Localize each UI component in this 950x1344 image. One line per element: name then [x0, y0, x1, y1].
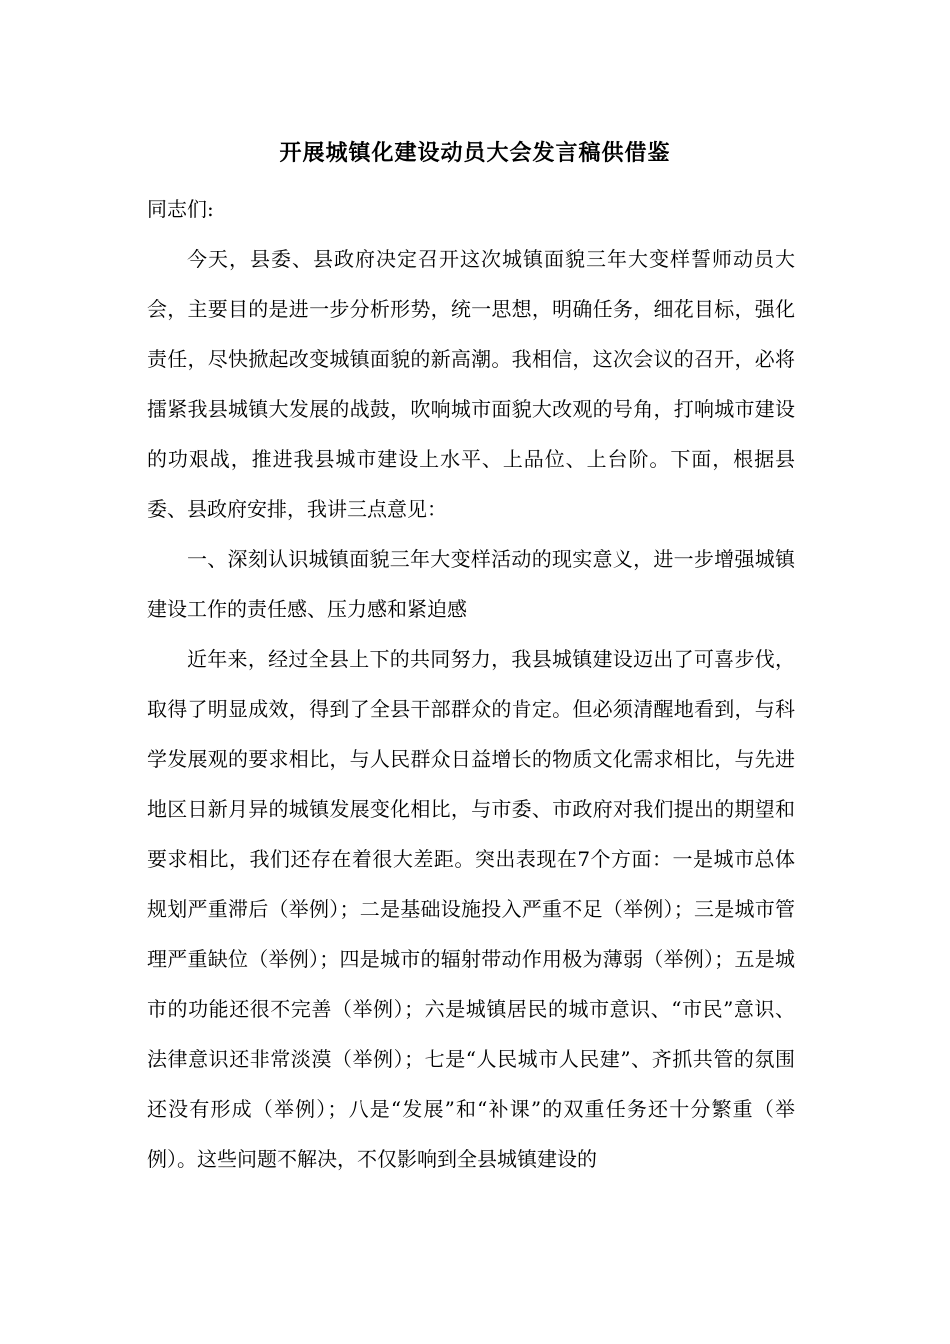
section-heading-1: 一、深刻认识城镇面貌三年大变样活动的现实意义，进一步增强城镇建设工作的责任感、压力感和紧迫感 — [147, 547, 795, 621]
document-title: 开展城镇化建设动员大会发言稿供借鉴 — [279, 140, 671, 166]
document-body — [147, 184, 795, 1184]
paragraph-opening: 今天，县委、县政府决定召开这次城镇面貌三年大变样誓师动员大会，主要目的是进一步分析形势，统一思想，明确任务，细花目标，强化责任，尽快掀起改变城镇面貌的新高潮。我相信，这次会议的召开，必将擂紧我县城镇大发展的战鼓，吹响城市面貌大改观的号角，打响城市建设的功艰战，推进我县城市建设上水平、上品位、上台阶。下面，根据县委、县政府安排，我讲三点意见： — [147, 247, 795, 521]
paragraph-problems: 近年来，经过全县上下的共同努力，我县城镇建设迈出了可喜步伐，取得了明显成效，得到了全县干部群众的肯定。但必须清醒地看到，与科学发展观的要求相比，与人民群众日益增长的物质文化需求相比，与先进地区日新月异的城镇发展变化相比，与市委、市政府对我们提出的期望和要求相比，我们还存在着很大差距。突出表现在7个方面：一是城市总体规划严重滞后（举例）；二是基础设施投入严重不足（举例）；三是城市管理严重缺位（举例）；四是城市的辐射带动作用极为薄弱（举例）；五是城市的功能还很不完善（举例）；六是城镇居民的城市意识、“市民”意识、法律意识还非常淡漠（举例）；七是“人民城市人民建”、齐抓共管的氛围还没有形成（举例）；八是“发展”和“补课”的双重任务还十分繁重（举例）。这些问题不解决，不仅影响到全县城镇建设的 — [147, 647, 795, 1171]
greeting: 同志们: — [147, 197, 214, 221]
